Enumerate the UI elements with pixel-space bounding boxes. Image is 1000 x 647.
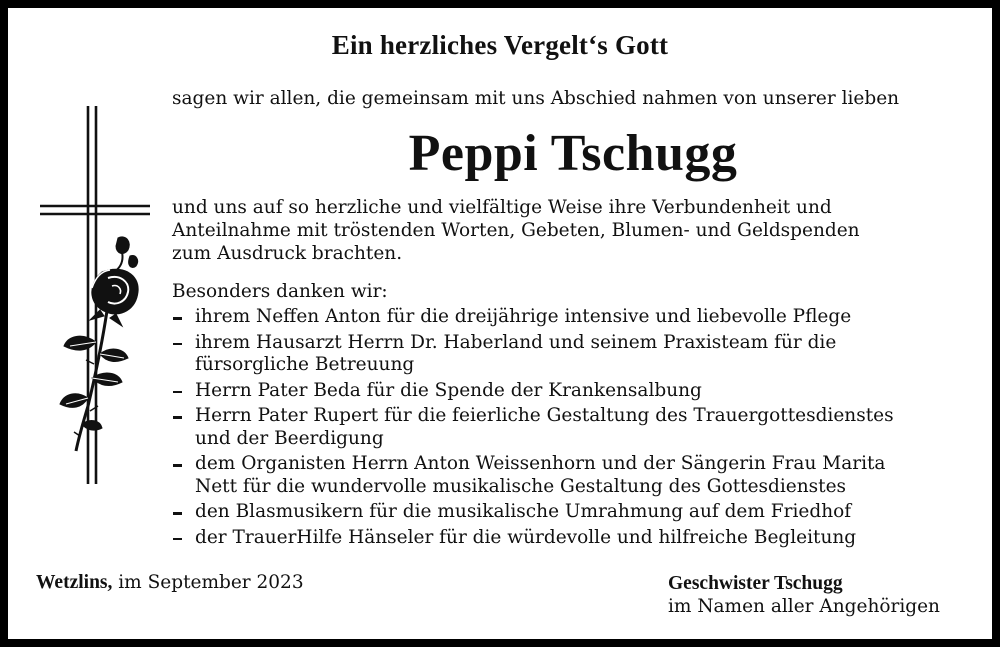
dash-bullet xyxy=(173,464,182,467)
cross-rose-emblem xyxy=(30,106,160,496)
dash-bullet xyxy=(173,343,182,346)
thanks-item xyxy=(172,380,894,403)
date: im September 2023 xyxy=(118,572,304,593)
thanks-label: Besonders danken wir: xyxy=(172,281,388,302)
thanks-list xyxy=(172,306,894,552)
gratitude-paragraph xyxy=(172,196,860,265)
thanks-item xyxy=(172,527,894,550)
dash-bullet xyxy=(173,512,182,515)
thanks-line: Herrn Pater Beda für die Spende der Krankensalbung xyxy=(195,379,702,401)
thanks-line: ihrem Hausarzt Herrn Dr. Haberland und seinem Praxisteam für die xyxy=(195,331,837,353)
dash-bullet xyxy=(173,391,182,394)
thanks-item xyxy=(172,453,894,498)
dash-bullet xyxy=(173,416,182,419)
thanks-line: Nett für die wundervolle musikalische Gestaltung des Gottesdienstes xyxy=(195,475,847,497)
dash-bullet xyxy=(173,538,182,541)
signature xyxy=(668,572,940,618)
thanks-item xyxy=(172,306,894,329)
rose-icon xyxy=(60,237,138,451)
place-date xyxy=(36,572,304,594)
paragraph-line: zum Ausdruck brachten. xyxy=(172,243,403,264)
thanks-item xyxy=(172,501,894,524)
thanks-item xyxy=(172,332,894,377)
paragraph-line: und uns auf so herzliche und vielfältige Weise ihre Verbundenheit und xyxy=(172,197,832,218)
deceased-name: Peppi Tschugg xyxy=(408,125,738,182)
paragraph-line: Anteilnahme mit tröstenden Worten, Gebeten, Blumen- und Geldspenden xyxy=(172,220,860,241)
thanks-line: der TrauerHilfe Hänseler für die würdevolle und hilfreiche Begleitung xyxy=(195,526,857,548)
place: Wetzlins, xyxy=(36,572,113,593)
heading: Ein herzliches Vergelt‘s Gott xyxy=(331,30,669,60)
intro-text: sagen wir allen, die gemeinsam mit uns Abschied nahmen von unserer lieben xyxy=(172,88,900,109)
thanks-line: ihrem Neffen Anton für die dreijährige intensive und liebevolle Pflege xyxy=(195,306,852,327)
signature-line: im Namen aller Angehörigen xyxy=(668,596,940,617)
thanks-line: fürsorgliche Betreuung xyxy=(195,354,415,375)
thanks-item xyxy=(172,405,894,450)
thanks-line: dem Organisten Herrn Anton Weissenhorn und der Sängerin Frau Marita xyxy=(195,453,886,474)
thanks-line: Herrn Pater Rupert für die feierliche Gestaltung des Trauergottesdienstes xyxy=(195,405,894,426)
thanks-line: den Blasmusikern für die musikalische Umrahmung auf dem Friedhof xyxy=(195,501,852,522)
dash-bullet xyxy=(173,317,182,320)
signature-family: Geschwister Tschugg xyxy=(668,573,843,594)
thanks-line: und der Beerdigung xyxy=(195,427,384,449)
